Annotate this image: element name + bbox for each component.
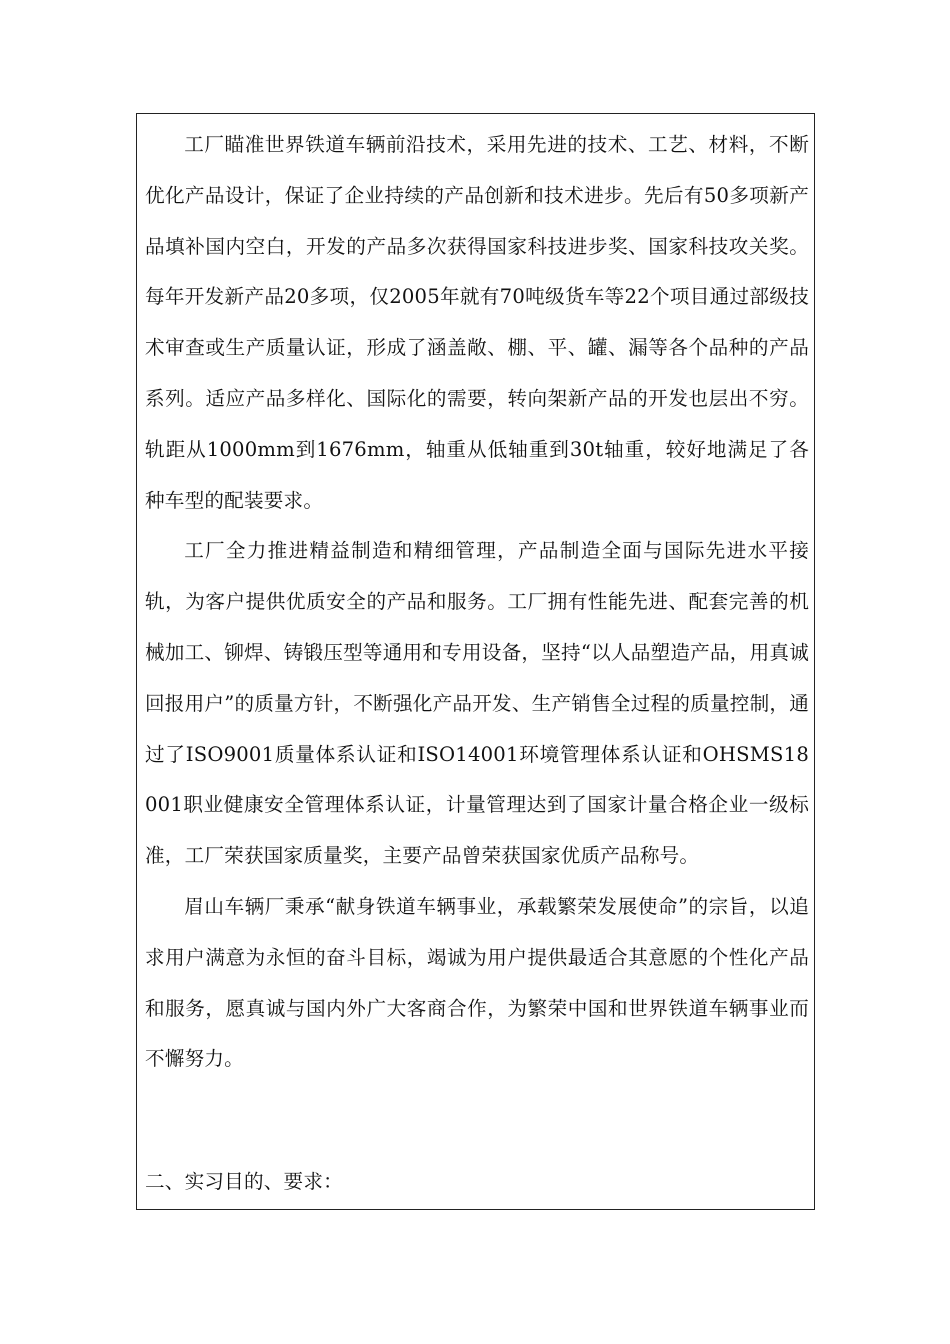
document-body xyxy=(145,120,809,1085)
paragraph-product-innovation: 工厂瞄准世界铁道车辆前沿技术，采用先进的技术、工艺、材料，不断优化产品设计，保证了企业持续的产品创新和技术进步。先后有50多项新产品填补国内空白，开发的产品多次获得国家科技进步奖、国家科技攻关奖。每年开发新产品20多项，仅2005年就有70吨级货车等22个项目通过部级技术审查或生产质量认证，形成了涵盖敞、棚、平、罐、漏等各个品种的产品系列。适应产品多样化、国际化的需要，转向架新产品的开发也层出不穷。轨距从1000mm到1676mm，轴重从低轴重到30t轴重，较好地满足了各种车型的配装要求。 xyxy=(145,133,809,512)
paragraph-company-mission: 眉山车辆厂秉承“献身铁道车辆事业，承载繁荣发展使命”的宗旨，以追求用户满意为永恒的奋斗目标，竭诚为用户提供最适合其意愿的个性化产品和服务，愿真诚与国内外广大客商合作，为繁荣中国和世界铁道车辆事业而不懈努力。 xyxy=(145,894,809,1071)
document-table-cell xyxy=(136,113,815,1210)
section-heading: 二、实习目的、要求： xyxy=(145,1170,343,1193)
paragraph-quality-management: 工厂全力推进精益制造和精细管理，产品制造全面与国际先进水平接轨，为客户提供优质安全的产品和服务。工厂拥有性能先进、配套完善的机械加工、铆焊、铸锻压型等通用和专用设备，坚持“以人品塑造产品，用真诚回报用户”的质量方针，不断强化产品开发、生产销售全过程的质量控制，通过了ISO9001质量体系认证和ISO14001环境管理体系认证和OHSMS18001职业健康安全管理体系认证，计量管理达到了国家计量合格企业一级标准，工厂荣获国家质量奖，主要产品曾荣获国家优质产品称号。 xyxy=(145,539,809,868)
